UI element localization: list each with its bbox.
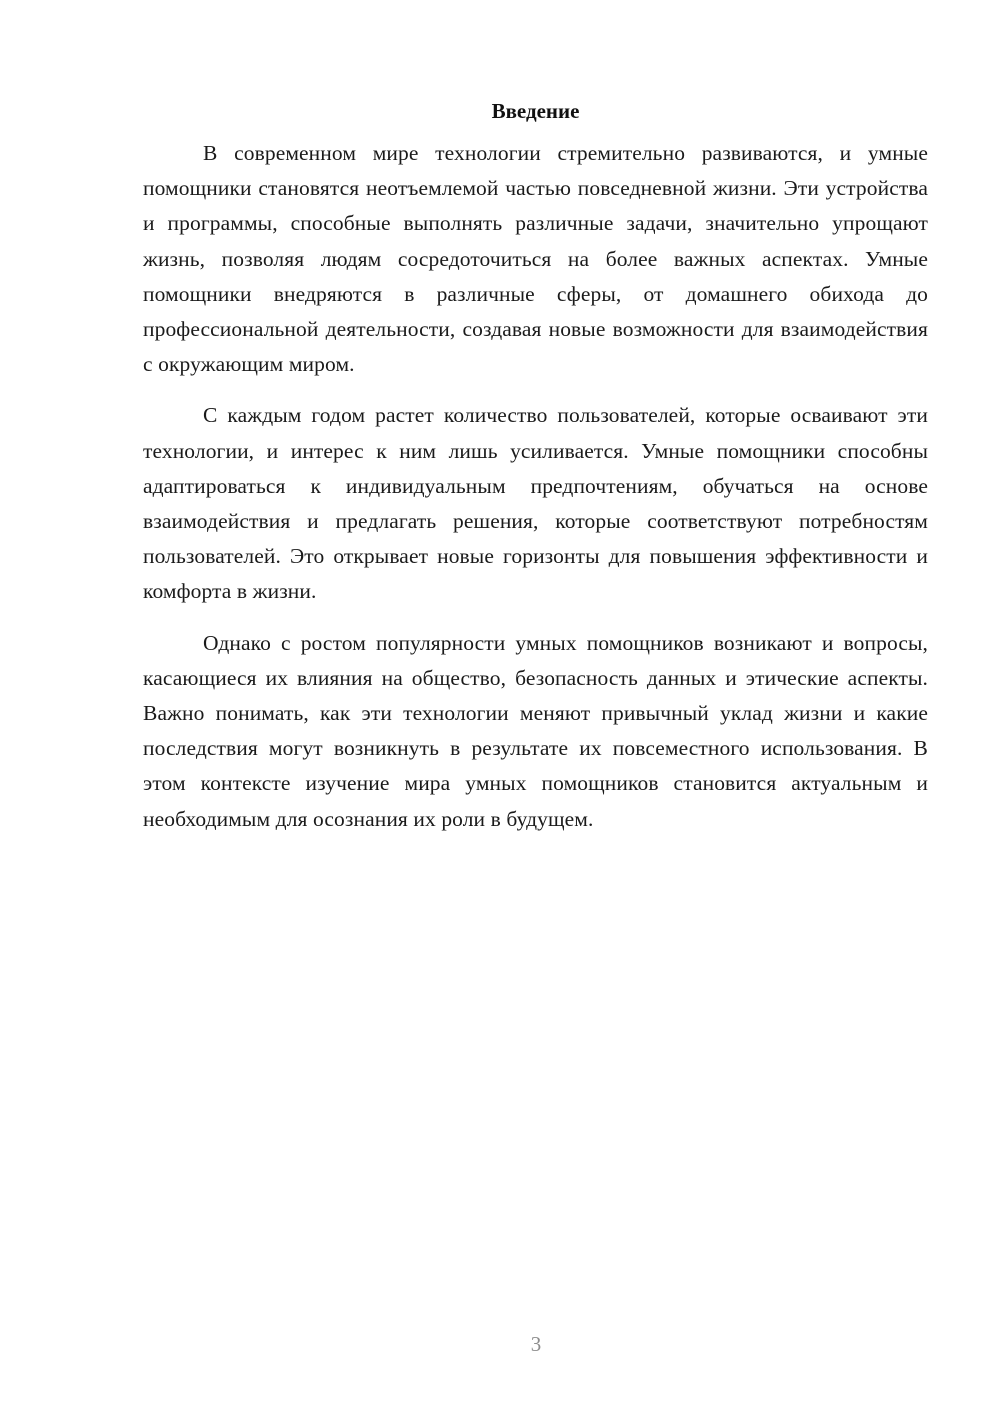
paragraph-3: Однако с ростом популярности умных помощников возникают и вопросы, касающиеся их влияния на общество, безопасность данных и этические аспекты. Важно понимать, как эти технологии меняют привычный уклад жизни и какие последствия могут возникнуть в результате их повсеместного использования. В этом контексте изучение мира умных помощников становится актуальным и необходимым для осознания их роли в будущем. (143, 630, 928, 831)
page-content (143, 96, 928, 853)
page-number: 3 (530, 1332, 542, 1356)
paragraph-2: С каждым годом растет количество пользователей, которые осваивают эти технологии, и интерес к ним лишь усиливается. Умные помощники способны адаптироваться к индивидуальным предпочтениям, обучаться на основе взаимодействия и предлагать решения, которые соответствуют потребностям пользователей. Это открывает новые горизонты для повышения эффективности и комфорта в жизни. (143, 403, 928, 604)
section-heading: Введение (491, 99, 580, 123)
paragraph-1: В современном мире технологии стремительно развиваются, и умные помощники становятся неотъемлемой частью повседневной жизни. Эти устройства и программы, способные выполнять различные задачи, значительно упрощают жизнь, позволяя людям сосредоточиться на более важных аспектах. Умные помощники внедряются в различные сферы, от домашнего обихода до профессиональной деятельности, создавая новые возможности для взаимодействия с окружающим миром. (143, 141, 928, 377)
